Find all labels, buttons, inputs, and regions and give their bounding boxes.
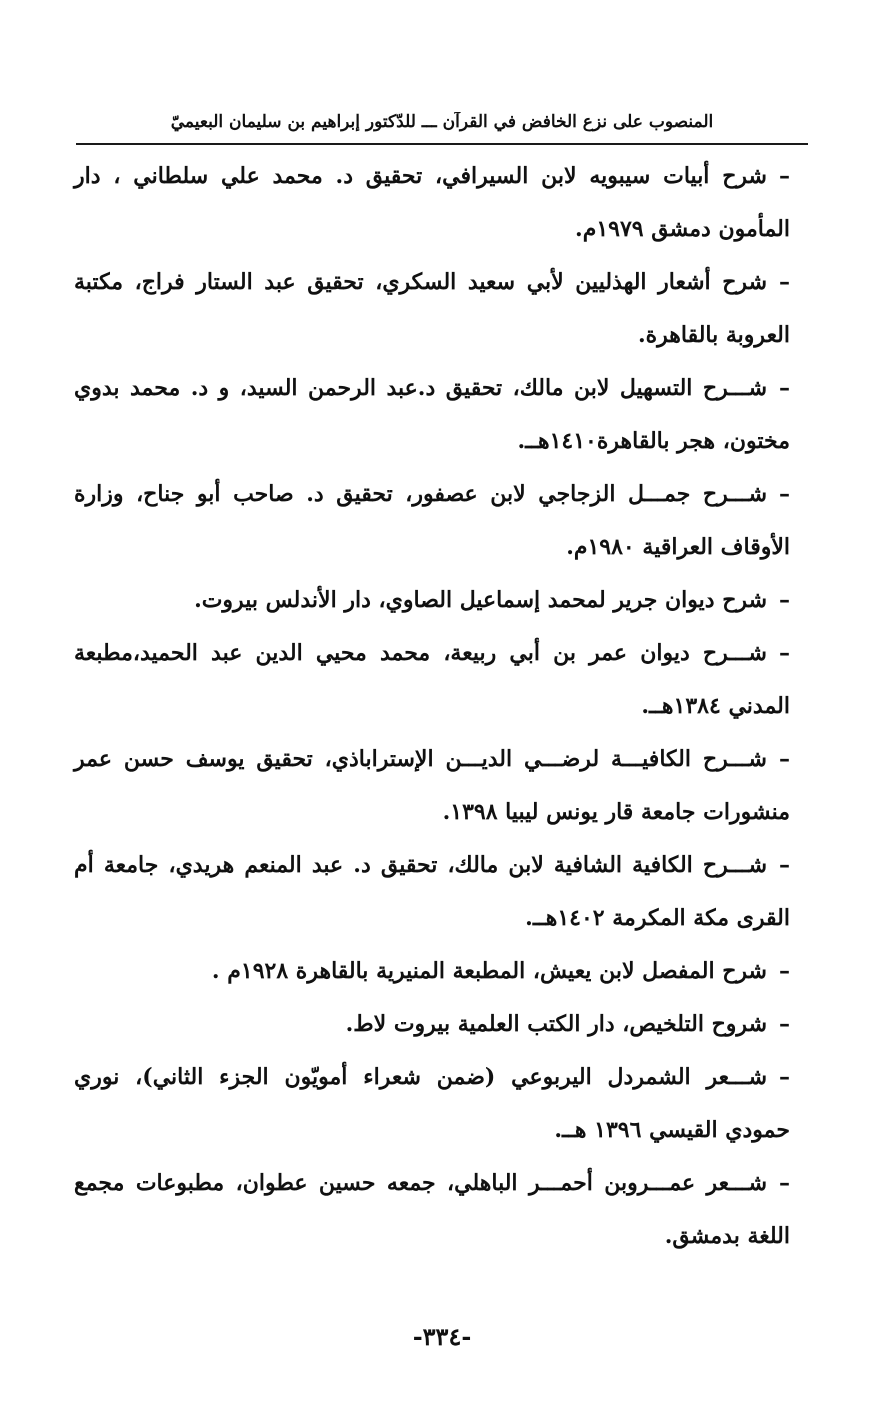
entry-text: شـــرح الكافية الشافية لابن مالك، تحقيق د. عبد المنعم هريدي، جامعة أم القرى مكة المكرمة ١٤٠٢هــ. [74, 852, 790, 931]
header-divider [76, 143, 808, 145]
entry-dash: – [779, 163, 790, 189]
bibliography-entry [74, 150, 790, 256]
entry-dash: – [779, 1011, 790, 1037]
entry-text: شـــرح جمـــل الزجاجي لابن عصفور، تحقيق د. صاحب أبو جناح، وزارة الأوقاف العراقية ١٩٨٠م. [74, 481, 790, 560]
bibliography-entry [74, 945, 790, 998]
bibliography-entry [74, 1157, 790, 1263]
bibliography-entry [74, 362, 790, 468]
entry-text: شـــرح الكافيـــة لرضـــي الديـــن الإستراباذي، تحقيق يوسف حسن عمر منشورات جامعة قار يونس ليبيا ١٣٩٨. [74, 746, 790, 825]
entry-dash: – [779, 587, 790, 613]
bibliography-entry [74, 468, 790, 574]
entry-text: شرح ديوان جرير لمحمد إسماعيل الصاوي، دار الأندلس بيروت. [194, 587, 767, 613]
bibliography-entry [74, 574, 790, 627]
entry-dash: – [779, 852, 790, 878]
entry-dash: – [779, 269, 790, 295]
bibliography-entry [74, 733, 790, 839]
entry-dash: – [779, 375, 790, 401]
bibliography-entry [74, 998, 790, 1051]
bibliography-entry [74, 839, 790, 945]
entry-text: شـــعر الشمردل اليربوعي (ضمن شعراء أمويّون الجزء الثاني)، نوري حمودي القيسي ١٣٩٦ هــ. [74, 1064, 790, 1143]
entry-text: شـــرح ديوان عمر بن أبي ربيعة، محمد محيي الدين عبد الحميد،مطبعة المدني ١٣٨٤هــ. [74, 640, 790, 719]
entry-dash: – [779, 640, 790, 666]
bibliography-entry [74, 1051, 790, 1157]
entry-text: شـــعر عمـــروبن أحمـــر الباهلي، جمعه حسين عطوان، مطبوعات مجمع اللغة بدمشق. [74, 1170, 790, 1249]
entry-text: شـــرح التسهيل لابن مالك، تحقيق د.عبد الرحمن السيد، و د. محمد بدوي مختون، هجر بالقاهرة١٤١٠هــ. [74, 375, 790, 454]
bibliography-list [74, 150, 790, 1263]
bibliography-entry [74, 627, 790, 733]
entry-text: شرح أبيات سيبويه لابن السيرافي، تحقيق د. محمد علي سلطاني ، دار المأمون دمشق ١٩٧٩م. [74, 163, 790, 242]
entry-text: شرح أشعار الهذليين لأبي سعيد السكري، تحقيق عبد الستار فراج، مكتبة العروبة بالقاهرة. [74, 269, 790, 348]
entry-text: شرح المفصل لابن يعيش، المطبعة المنيرية بالقاهرة ١٩٢٨م . [211, 958, 767, 984]
entry-text: شروح التلخيص، دار الكتب العلمية بيروت لاط. [345, 1011, 767, 1037]
bibliography-entry [74, 256, 790, 362]
entry-dash: – [779, 958, 790, 984]
entry-dash: – [779, 1064, 790, 1090]
page-number: -٣٣٤- [412, 1322, 472, 1351]
running-header: المنصوب على نزع الخافض في القرآن ـــ للدّكتور إبراهيم بن سليمان البعيميّ [170, 112, 714, 132]
entry-dash: – [779, 481, 790, 507]
entry-dash: – [779, 746, 790, 772]
entry-dash: – [779, 1170, 790, 1196]
